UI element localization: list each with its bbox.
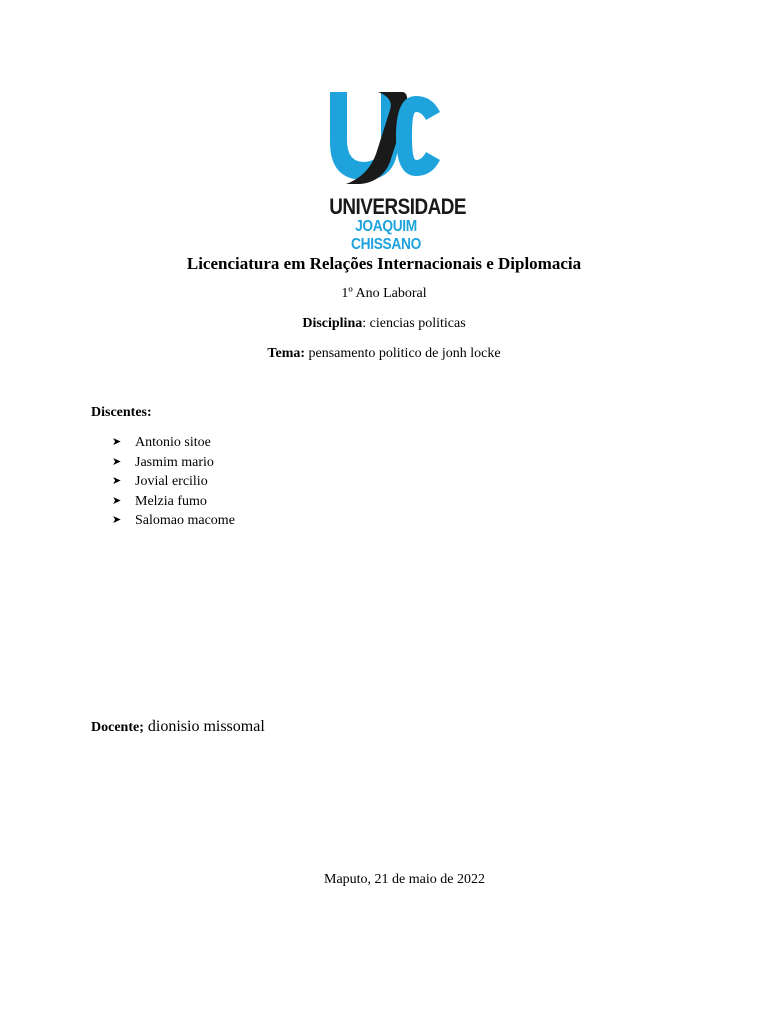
discentes-label: Discentes: bbox=[91, 405, 152, 420]
student-name: Antonio sitoe bbox=[135, 435, 211, 450]
list-item bbox=[112, 453, 235, 473]
arrowhead-bullet-icon: ➤ bbox=[112, 475, 122, 487]
student-name: Jovial ercilio bbox=[135, 474, 208, 489]
student-name: Melzia fumo bbox=[135, 493, 207, 509]
students-list bbox=[112, 433, 235, 531]
ujc-monogram-icon bbox=[320, 92, 452, 192]
docente-name: dionisio missomal bbox=[143, 718, 265, 735]
docente-line bbox=[91, 718, 265, 736]
list-item bbox=[112, 492, 235, 512]
logo-name-text: JOAQUIM CHISSANO bbox=[351, 218, 421, 253]
student-name: Salomao macome bbox=[135, 513, 235, 528]
course-title: Licenciatura em Relações Internacionais e Diplomacia bbox=[186, 254, 582, 273]
docente-label: Docente; bbox=[91, 720, 144, 735]
disciplina-line bbox=[0, 316, 768, 332]
list-item bbox=[112, 433, 235, 453]
arrowhead-bullet-icon: ➤ bbox=[112, 455, 122, 468]
student-name: Jasmim mario bbox=[135, 454, 214, 470]
tema-line bbox=[0, 346, 768, 362]
arrowhead-bullet-icon: ➤ bbox=[112, 436, 122, 448]
tema-label: Tema: bbox=[267, 346, 306, 361]
tema-value: pensamento politico de jonh locke bbox=[305, 346, 501, 361]
logo-university-text: UNIVERSIDADE bbox=[329, 194, 467, 219]
list-item bbox=[112, 472, 235, 492]
university-logo bbox=[320, 92, 467, 253]
arrowhead-bullet-icon: ➤ bbox=[112, 494, 122, 507]
arrowhead-bullet-icon: ➤ bbox=[112, 514, 122, 526]
disciplina-label: Disciplina bbox=[302, 316, 363, 331]
place-date: Maputo, 21 de maio de 2022 bbox=[324, 872, 485, 887]
list-item bbox=[112, 511, 235, 531]
disciplina-value: : ciencias politicas bbox=[362, 316, 466, 331]
course-year: 1º Ano Laboral bbox=[341, 286, 427, 301]
